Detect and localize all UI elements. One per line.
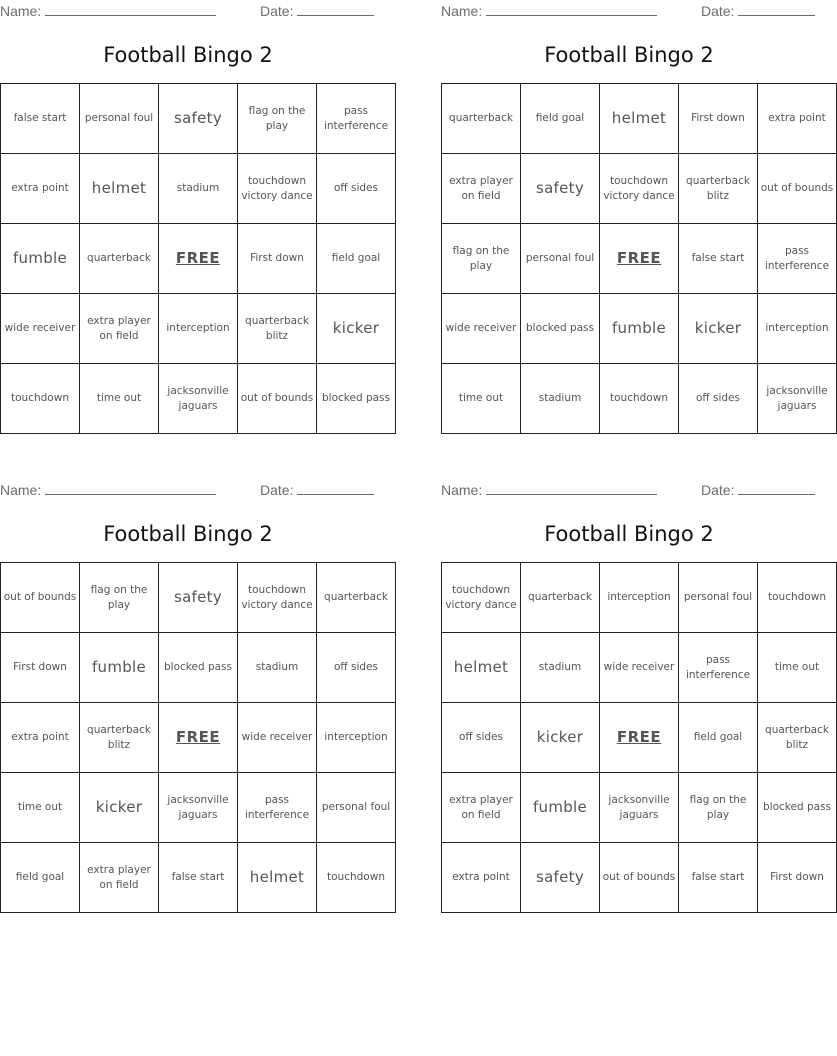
grid-cell: extra player on field xyxy=(442,154,521,224)
grid-row xyxy=(442,563,837,633)
bingo-grid xyxy=(0,83,396,434)
grid-cell: out of bounds xyxy=(758,154,837,224)
grid-cell: stadium xyxy=(521,364,600,434)
grid-cell: kicker xyxy=(679,294,758,364)
bingo-grid xyxy=(0,562,396,913)
grid-cell: safety xyxy=(521,154,600,224)
grid-cell: flag on the play xyxy=(442,224,521,294)
grid-cell: time out xyxy=(80,364,159,434)
grid-cell: extra point xyxy=(758,84,837,154)
grid-cell: jacksonville jaguars xyxy=(159,364,238,434)
grid-cell: quarterback blitz xyxy=(758,703,837,773)
grid-cell: extra player on field xyxy=(442,773,521,843)
grid-cell: quarterback xyxy=(442,84,521,154)
card-title: Football Bingo 2 xyxy=(544,43,714,67)
grid-cell: quarterback blitz xyxy=(679,154,758,224)
grid-cell: false start xyxy=(1,84,80,154)
grid-row xyxy=(442,703,837,773)
date-label: Date: xyxy=(260,3,294,19)
grid-cell: field goal xyxy=(1,843,80,913)
grid-cell: wide receiver xyxy=(600,633,679,703)
grid-cell: time out xyxy=(442,364,521,434)
grid-row xyxy=(442,773,837,843)
free-space-cell: FREE xyxy=(159,224,238,294)
date-field[interactable] xyxy=(260,481,374,498)
grid-cell: First down xyxy=(758,843,837,913)
grid-cell: extra player on field xyxy=(80,843,159,913)
name-field[interactable] xyxy=(441,481,657,498)
name-label: Name: xyxy=(441,482,483,498)
date-blank-line xyxy=(297,2,374,16)
grid-cell: interception xyxy=(159,294,238,364)
grid-cell: touchdown xyxy=(1,364,80,434)
name-blank-line xyxy=(486,481,657,495)
grid-cell: field goal xyxy=(317,224,396,294)
grid-cell: helmet xyxy=(600,84,679,154)
grid-row xyxy=(1,773,396,843)
name-date-row xyxy=(441,2,817,20)
grid-cell: pass interference xyxy=(758,224,837,294)
name-field[interactable] xyxy=(0,481,216,498)
grid-cell: stadium xyxy=(238,633,317,703)
grid-cell: wide receiver xyxy=(1,294,80,364)
grid-cell: touchdown victory dance xyxy=(238,154,317,224)
free-space-cell: FREE xyxy=(600,703,679,773)
grid-cell: helmet xyxy=(442,633,521,703)
grid-cell: quarterback blitz xyxy=(80,703,159,773)
grid-cell: fumble xyxy=(1,224,80,294)
grid-row xyxy=(1,703,396,773)
date-blank-line xyxy=(738,2,815,16)
bingo-card xyxy=(441,0,834,434)
date-label: Date: xyxy=(701,482,735,498)
grid-cell: jacksonville jaguars xyxy=(758,364,837,434)
grid-cell: personal foul xyxy=(80,84,159,154)
grid-row xyxy=(1,84,396,154)
grid-cell: false start xyxy=(159,843,238,913)
grid-cell: flag on the play xyxy=(80,563,159,633)
grid-row xyxy=(1,563,396,633)
bingo-card xyxy=(0,479,391,913)
grid-cell: interception xyxy=(317,703,396,773)
grid-cell: off sides xyxy=(317,633,396,703)
free-space-cell: FREE xyxy=(600,224,679,294)
date-blank-line xyxy=(297,481,374,495)
grid-cell: safety xyxy=(159,563,238,633)
name-field[interactable] xyxy=(441,2,657,19)
name-field[interactable] xyxy=(0,2,216,19)
grid-cell: blocked pass xyxy=(159,633,238,703)
grid-row xyxy=(1,154,396,224)
grid-cell: stadium xyxy=(521,633,600,703)
grid-cell: personal foul xyxy=(317,773,396,843)
grid-cell: off sides xyxy=(679,364,758,434)
grid-cell: interception xyxy=(758,294,837,364)
grid-cell: stadium xyxy=(159,154,238,224)
grid-cell: out of bounds xyxy=(1,563,80,633)
grid-cell: extra point xyxy=(442,843,521,913)
bingo-card xyxy=(0,0,390,434)
grid-row xyxy=(1,294,396,364)
grid-cell: blocked pass xyxy=(758,773,837,843)
name-blank-line xyxy=(45,481,216,495)
grid-cell: touchdown victory dance xyxy=(238,563,317,633)
grid-row xyxy=(1,843,396,913)
grid-cell: wide receiver xyxy=(442,294,521,364)
date-field[interactable] xyxy=(260,2,374,19)
card-title: Football Bingo 2 xyxy=(103,522,273,546)
grid-cell: time out xyxy=(758,633,837,703)
grid-cell: wide receiver xyxy=(238,703,317,773)
free-space-cell: FREE xyxy=(159,703,238,773)
date-blank-line xyxy=(738,481,815,495)
grid-cell: quarterback xyxy=(317,563,396,633)
grid-row xyxy=(442,364,837,434)
grid-cell: blocked pass xyxy=(521,294,600,364)
name-label: Name: xyxy=(441,3,483,19)
grid-cell: touchdown victory dance xyxy=(442,563,521,633)
grid-cell: touchdown xyxy=(758,563,837,633)
grid-cell: kicker xyxy=(317,294,396,364)
name-blank-line xyxy=(45,2,216,16)
bingo-grid xyxy=(441,562,837,913)
bingo-grid xyxy=(441,83,837,434)
grid-cell: quarterback blitz xyxy=(238,294,317,364)
grid-cell: out of bounds xyxy=(600,843,679,913)
grid-cell: fumble xyxy=(521,773,600,843)
grid-row xyxy=(1,633,396,703)
grid-cell: quarterback xyxy=(521,563,600,633)
name-blank-line xyxy=(486,2,657,16)
grid-row xyxy=(442,633,837,703)
grid-cell: fumble xyxy=(600,294,679,364)
date-field[interactable] xyxy=(701,481,815,498)
grid-cell: First down xyxy=(1,633,80,703)
date-label: Date: xyxy=(701,3,735,19)
grid-cell: field goal xyxy=(521,84,600,154)
date-label: Date: xyxy=(260,482,294,498)
grid-cell: quarterback xyxy=(80,224,159,294)
grid-cell: kicker xyxy=(80,773,159,843)
grid-cell: touchdown xyxy=(600,364,679,434)
grid-cell: pass interference xyxy=(317,84,396,154)
grid-cell: pass interference xyxy=(238,773,317,843)
grid-row xyxy=(442,843,837,913)
grid-cell: personal foul xyxy=(521,224,600,294)
grid-cell: flag on the play xyxy=(238,84,317,154)
grid-cell: interception xyxy=(600,563,679,633)
grid-row xyxy=(442,224,837,294)
name-label: Name: xyxy=(0,3,42,19)
grid-cell: First down xyxy=(679,84,758,154)
card-title: Football Bingo 2 xyxy=(103,43,273,67)
grid-cell: flag on the play xyxy=(679,773,758,843)
grid-row xyxy=(1,224,396,294)
name-label: Name: xyxy=(0,482,42,498)
grid-row xyxy=(442,84,837,154)
grid-cell: First down xyxy=(238,224,317,294)
grid-cell: jacksonville jaguars xyxy=(600,773,679,843)
grid-cell: false start xyxy=(679,224,758,294)
grid-cell: helmet xyxy=(80,154,159,224)
grid-cell: off sides xyxy=(317,154,396,224)
grid-row xyxy=(1,364,396,434)
grid-cell: extra point xyxy=(1,703,80,773)
bingo-card xyxy=(441,479,831,913)
grid-cell: off sides xyxy=(442,703,521,773)
grid-cell: field goal xyxy=(679,703,758,773)
name-date-row xyxy=(0,2,376,20)
date-field[interactable] xyxy=(701,2,815,19)
grid-cell: false start xyxy=(679,843,758,913)
grid-cell: fumble xyxy=(80,633,159,703)
grid-cell: touchdown victory dance xyxy=(600,154,679,224)
grid-cell: helmet xyxy=(238,843,317,913)
grid-cell: jacksonville jaguars xyxy=(159,773,238,843)
name-date-row xyxy=(441,481,817,499)
grid-cell: out of bounds xyxy=(238,364,317,434)
grid-cell: pass interference xyxy=(679,633,758,703)
grid-cell: safety xyxy=(159,84,238,154)
grid-row xyxy=(442,154,837,224)
grid-cell: extra point xyxy=(1,154,80,224)
card-title: Football Bingo 2 xyxy=(544,522,714,546)
grid-cell: extra player on field xyxy=(80,294,159,364)
grid-cell: blocked pass xyxy=(317,364,396,434)
grid-cell: kicker xyxy=(521,703,600,773)
grid-cell: safety xyxy=(521,843,600,913)
grid-cell: touchdown xyxy=(317,843,396,913)
name-date-row xyxy=(0,481,376,499)
grid-cell: personal foul xyxy=(679,563,758,633)
grid-row xyxy=(442,294,837,364)
grid-cell: time out xyxy=(1,773,80,843)
